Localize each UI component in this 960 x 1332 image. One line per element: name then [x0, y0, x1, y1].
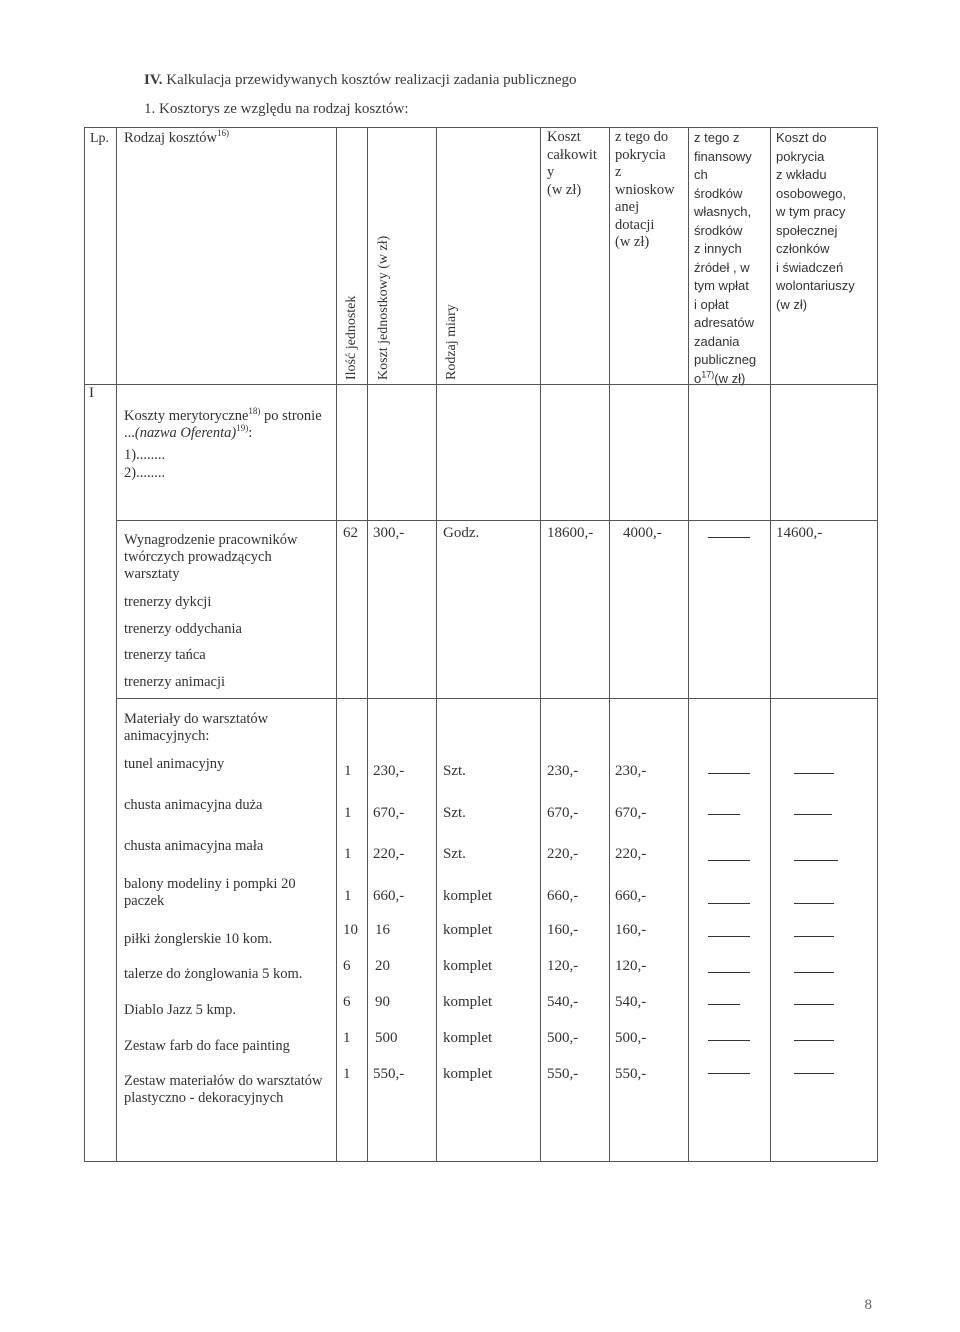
- material-miara: komplet: [443, 1030, 493, 1046]
- material-ilosc: 10: [343, 922, 358, 938]
- material-finansowe-dash: [708, 972, 750, 973]
- material-koszt-calk: 550,-: [547, 1066, 579, 1082]
- header-z-tego-finansowych-footnote: 17): [701, 369, 715, 380]
- material-koszt-calk: 160,-: [547, 922, 579, 938]
- header-z-tego-finansowych-unit: (w zł): [714, 370, 746, 386]
- material-dotacja: 500,-: [615, 1030, 647, 1046]
- material-koszt-jedn: 670,-: [373, 805, 405, 821]
- material-miara: komplet: [443, 958, 493, 974]
- material-wklad-dash: [794, 860, 838, 861]
- material-dotacja: 660,-: [615, 888, 647, 904]
- header-z-tego-finansowych-text: z tego z finansowy ch środków własnych, środków z innych źródeł , w tym wpłat i opłat adresatów zadania publiczneg o: [694, 130, 757, 386]
- material-dotacja: 120,-: [615, 958, 647, 974]
- material-name: chusta animacyjna duża: [124, 797, 263, 813]
- header-koszt-calkowity: Koszt całkowit y (w zł): [547, 129, 597, 198]
- material-koszt-calk: 500,-: [547, 1030, 579, 1046]
- wages-dotacja: 4000,-: [623, 525, 662, 541]
- material-ilosc: 1: [344, 846, 352, 862]
- material-name: piłki żonglerskie 10 kom.: [124, 931, 273, 947]
- material-koszt-jedn: 230,-: [373, 763, 405, 779]
- header-rodzaj-kosztow-text: Rodzaj kosztów: [124, 130, 218, 146]
- material-dotacja: 550,-: [615, 1066, 647, 1082]
- material-koszt-jedn: 16: [375, 922, 390, 938]
- section-i-lp: I: [89, 385, 94, 401]
- material-koszt-jedn: 500: [375, 1030, 398, 1046]
- material-ilosc: 1: [343, 1030, 351, 1046]
- material-ilosc: 1: [344, 888, 352, 904]
- wages-item-2: trenerzy oddychania: [124, 621, 242, 637]
- wages-item-3: trenerzy tańca: [124, 647, 206, 663]
- material-finansowe-dash: [708, 1073, 750, 1074]
- material-koszt-jedn: 660,-: [373, 888, 405, 904]
- material-koszt-calk: 540,-: [547, 994, 579, 1010]
- section-number: IV.: [144, 72, 163, 88]
- material-finansowe-dash: [708, 1004, 740, 1005]
- material-wklad-dash: [794, 972, 834, 973]
- material-miara: komplet: [443, 888, 493, 904]
- material-finansowe-dash: [708, 1040, 750, 1041]
- material-koszt-jedn: 550,-: [373, 1066, 405, 1082]
- materials-title: Materiały do warsztatów animacyjnych:: [124, 711, 269, 744]
- material-koszt-jedn: 90: [375, 994, 390, 1010]
- header-rodzaj-miary: Rodzaj miary: [444, 304, 459, 380]
- table-left-border: [84, 127, 85, 1162]
- material-dotacja: 230,-: [615, 763, 647, 779]
- wages-title: Wynagrodzenie pracowników twórczych prowadzących warsztaty: [124, 532, 298, 582]
- header-rodzaj-kosztow-footnote: 16): [217, 128, 230, 139]
- section-i-line1: 1)........: [124, 447, 166, 463]
- material-wklad-dash: [794, 1073, 834, 1074]
- header-koszt-wkladu: Koszt do pokrycia z wkładu osobowego, w tym pracy społecznej członków i świadczeń wolontariuszy (w zł): [776, 130, 855, 312]
- wages-item-4: trenerzy animacji: [124, 674, 226, 690]
- material-miara: komplet: [443, 922, 493, 938]
- material-name: balony modeliny i pompki 20 paczek: [124, 876, 296, 909]
- materials-top-border: [116, 698, 878, 699]
- material-wklad-dash: [794, 814, 832, 815]
- header-z-tego-dotacji: z tego do pokrycia z wnioskow anej dotacji (w zł): [615, 129, 675, 250]
- section-heading: [144, 72, 576, 89]
- col-dotacja-border: [688, 127, 689, 1162]
- col-miara-border: [540, 127, 541, 1162]
- wages-ilosc: 62: [343, 525, 358, 541]
- material-dotacja: 540,-: [615, 994, 647, 1010]
- material-finansowe-dash: [708, 903, 750, 904]
- col-koszt-calk-border: [609, 127, 610, 1162]
- wages-wklad: 14600,-: [776, 525, 823, 541]
- header-rodzaj-kosztow: [124, 130, 229, 147]
- header-lp: Lp.: [90, 131, 110, 146]
- section-i-line2: 2)........: [124, 465, 166, 481]
- material-koszt-calk: 220,-: [547, 846, 579, 862]
- header-ilosc-jednostek: Ilość jednostek: [344, 295, 359, 380]
- material-ilosc: 1: [344, 763, 352, 779]
- wages-koszt-calk: 18600,-: [547, 525, 594, 541]
- material-ilosc: 6: [343, 958, 351, 974]
- material-name: Zestaw materiałów do warsztatów plastyczno - dekoracyjnych: [124, 1073, 323, 1106]
- section-i-label-part2: po stronie ...: [124, 408, 322, 441]
- col-ilosc-border: [367, 127, 368, 1162]
- material-ilosc: 1: [344, 805, 352, 821]
- col-rodzaj-border: [336, 127, 337, 1162]
- material-finansowe-dash: [708, 773, 750, 774]
- section-i-label: [124, 408, 329, 442]
- material-koszt-calk: 230,-: [547, 763, 579, 779]
- material-dotacja: 220,-: [615, 846, 647, 862]
- material-wklad-dash: [794, 1004, 834, 1005]
- section-title: Kalkulacja przewidywanych kosztów realizacji zadania publicznego: [166, 72, 577, 88]
- material-miara: Szt.: [443, 763, 466, 779]
- material-koszt-calk: 670,-: [547, 805, 579, 821]
- table-top-border: [84, 127, 878, 128]
- material-miara: Szt.: [443, 805, 466, 821]
- material-koszt-jedn: 20: [375, 958, 390, 974]
- material-finansowe-dash: [708, 936, 750, 937]
- section-i-label-part1: Koszty merytoryczne: [124, 408, 249, 424]
- col-lp-border: [116, 127, 117, 1162]
- subsection-heading: 1. Kosztorys ze względu na rodzaj kosztów:: [144, 101, 409, 117]
- material-wklad-dash: [794, 1040, 834, 1041]
- header-koszt-jednostkowy: Koszt jednostkowy (w zł): [376, 235, 391, 380]
- page-number: 8: [864, 1297, 872, 1313]
- material-dotacja: 670,-: [615, 805, 647, 821]
- section-i-oferent: (nazwa Oferenta): [134, 425, 237, 441]
- wages-koszt-jedn: 300,-: [373, 525, 405, 541]
- section-i-footnote-19: 19): [236, 423, 249, 434]
- material-koszt-calk: 120,-: [547, 958, 579, 974]
- material-ilosc: 6: [343, 994, 351, 1010]
- material-miara: komplet: [443, 994, 493, 1010]
- material-name: tunel animacyjny: [124, 756, 225, 772]
- col-koszt-jedn-border: [436, 127, 437, 1162]
- material-dotacja: 160,-: [615, 922, 647, 938]
- section-i-footnote-18: 18): [248, 406, 261, 417]
- section-i-label-part3: :: [248, 425, 253, 441]
- wages-finansowe-dash: [708, 537, 750, 538]
- material-finansowe-dash: [708, 814, 740, 815]
- material-name: Diablo Jazz 5 kmp.: [124, 1002, 236, 1018]
- material-miara: komplet: [443, 1066, 493, 1082]
- material-name: talerze do żonglowania 5 kom.: [124, 966, 303, 982]
- table-bottom-border: [84, 1161, 878, 1162]
- material-wklad-dash: [794, 773, 834, 774]
- table-right-border: [877, 127, 878, 1162]
- material-wklad-dash: [794, 936, 834, 937]
- material-finansowe-dash: [708, 860, 750, 861]
- wages-top-border: [116, 520, 878, 521]
- material-name: Zestaw farb do face painting: [124, 1038, 290, 1054]
- material-wklad-dash: [794, 903, 834, 904]
- material-ilosc: 1: [343, 1066, 351, 1082]
- wages-miara: Godz.: [443, 525, 480, 541]
- material-miara: Szt.: [443, 846, 466, 862]
- wages-item-1: trenerzy dykcji: [124, 594, 212, 610]
- header-z-tego-finansowych: [694, 129, 772, 388]
- material-name: chusta animacyjna mała: [124, 838, 264, 854]
- material-koszt-calk: 660,-: [547, 888, 579, 904]
- material-koszt-jedn: 220,-: [373, 846, 405, 862]
